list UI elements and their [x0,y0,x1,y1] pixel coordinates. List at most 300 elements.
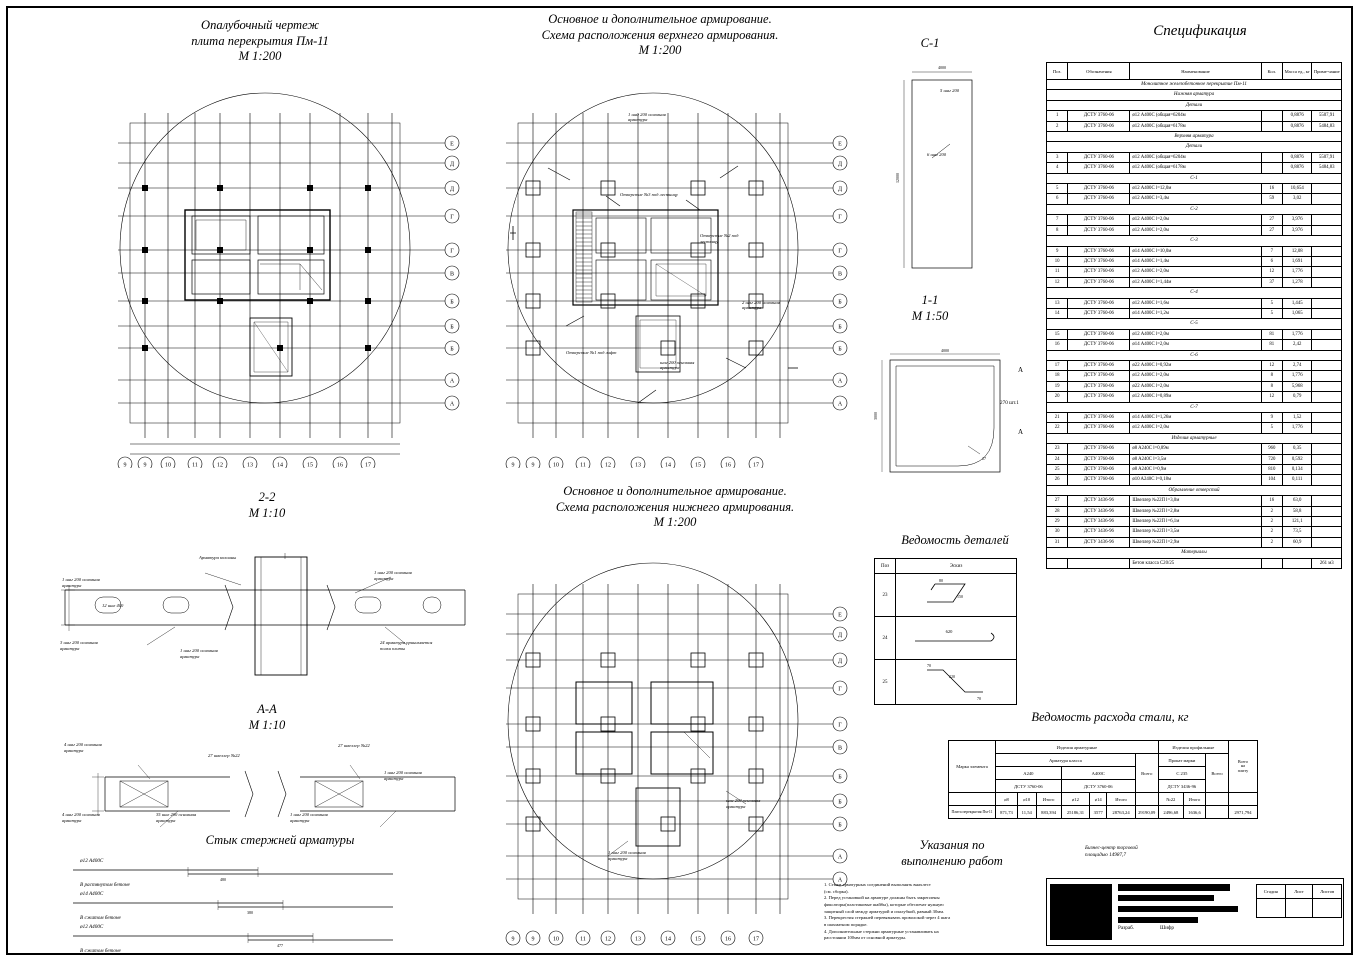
svg-text:В: В [837,271,843,278]
spec-row [1047,163,1342,173]
steel-row-d8: 871,73 [996,806,1018,819]
spec-cell: ДСТУ 3760-06 [1068,184,1130,194]
spec-cell [1261,111,1282,121]
spec-cell: 10,654 [1282,184,1312,194]
steel-grade: С 235 [1158,767,1205,780]
svg-text:Б: Б [450,299,454,306]
steel-col-marka: Марка элемента [949,741,996,793]
spec-cell: 2 [1261,517,1282,527]
spec-cell: 58,8 [1282,506,1312,516]
spec-cell: ДСТУ 3760-06 [1068,371,1130,381]
svg-text:14: 14 [665,936,671,943]
spec-row [1047,267,1342,277]
svg-text:70: 70 [977,696,981,701]
spec-cell: ДСТУ 3760-06 [1068,277,1130,287]
svg-text:А: А [837,378,843,385]
stamp-sheets-value [1313,899,1342,918]
spec-cell: 16 [1261,184,1282,194]
spec-cell [1312,308,1342,318]
section-2-2-title: 2-2 М 1:10 [248,490,286,520]
svg-text:70: 70 [927,663,931,668]
spec-cell [1312,225,1342,235]
svg-text:Г: Г [450,214,454,221]
stamp-col-values [1257,899,1342,918]
spec-row [1047,111,1342,121]
svg-text:13: 13 [247,462,253,468]
spec-cell: ø14 А400С l=1,4м [1130,256,1261,266]
svg-text:4000: 4000 [938,65,946,70]
spec-row [1047,423,1342,433]
spec-cell: 13 [1047,298,1068,308]
sec22-note-3: Арматура колонны [199,555,237,560]
section-a-a-bubble [1,700,21,720]
svg-text:80: 80 [939,578,943,583]
spec-cell: ø12 А400С l=2,0м [1130,423,1261,433]
svg-text:10: 10 [553,462,559,468]
spec-row [1047,517,1342,527]
spec-section-row [1047,142,1342,152]
spec-row [1047,340,1342,350]
svg-text:480: 480 [220,877,226,882]
spec-section-row [1047,288,1342,298]
svg-text:Д: Д [449,186,455,193]
spec-row [1047,184,1342,194]
spec-cell: 12 [1261,267,1282,277]
svg-text:Б: Б [838,346,842,353]
spec-cell [1047,558,1068,568]
spec-cell [1312,277,1342,287]
spec-cell: 24 [1047,454,1068,464]
title-block-logo [1050,884,1112,940]
spec-col-pos: Поз. [1047,63,1068,80]
svg-text:220: 220 [949,674,955,679]
spec-row [1047,225,1342,235]
spec-cell: 81 [1261,329,1282,339]
spec-cell: 3,02 [1282,194,1312,204]
spec-cell: ДСТУ 3760-06 [1068,381,1130,391]
splice-bar-2: ø14 A400С [80,891,104,897]
spec-section-row [1047,350,1342,360]
splice-cond-1: В растянутом бетоне [80,882,130,888]
secaa-note-3: 27 швеллер №22 [338,743,370,748]
spec-cell: 1,445 [1282,298,1312,308]
spec-cell: ДСТУ 3760-06 [1068,308,1130,318]
spec-cell: ДСТУ 3760-06 [1068,465,1130,475]
spec-section-title: С-1 [1047,173,1342,183]
svg-text:9: 9 [511,936,515,943]
steel-sub-total2 [1206,793,1229,806]
spec-cell [1312,517,1342,527]
note-line: 3. Перекрестия стержней перевязывать проволокой через 4 шага [824,915,951,921]
steel-row-d14: 3577 [1090,806,1107,819]
spec-section-row [1047,173,1342,183]
spec-cell: ДСТУ 3436-96 [1068,496,1130,506]
spec-cell: ø12 А400С l=2,0м [1130,329,1261,339]
steel-head-row-1 [949,741,1258,754]
svg-text:10: 10 [165,462,171,468]
details-sketch-24 [896,617,1017,660]
spec-row [1047,392,1342,402]
spec-cell: 73,5 [1282,527,1312,537]
spec-cell: ДСТУ 3760-06 [1068,256,1130,266]
details-row [875,574,1017,617]
details-pos-24: 24 [875,617,896,660]
svg-text:В: В [449,271,455,278]
spec-cell: 27 [1261,215,1282,225]
spec-row [1047,298,1342,308]
spec-cell: 960 [1261,444,1282,454]
steel-row-it3: 1636,6 [1183,806,1205,819]
specification-table [1046,62,1342,569]
svg-text:27: 27 [982,456,986,461]
spec-cell: Бетон класса С20/25 [1130,558,1261,568]
spec-cell: 2,74 [1282,360,1312,370]
title-block-cols [1256,884,1342,918]
stamp-sheets: Листов [1313,885,1342,899]
c1-title: С-1 [920,36,940,50]
steel-group-prof: Изделия профильные [1158,741,1228,754]
spec-cell: ø22 А400С l=0,92м [1130,360,1261,370]
spec-cell: 27 [1047,496,1068,506]
svg-text:380: 380 [247,910,253,915]
bottom-plan-note-1: 1 шаг 200 основная арматура [608,850,646,861]
svg-text:Е: Е [838,141,842,148]
opening-3-label: Отверстие №3 под лестницу [620,192,678,197]
sec22-note-2: 12 шаг 400 [102,603,124,608]
object-name: Бизнес-центр торговой площадью 14987,7 [1085,845,1138,858]
svg-text:10: 10 [553,936,559,943]
splice-cond-3: В сжатом бетоне [80,948,121,954]
details-pos-25: 25 [875,660,896,705]
opening-1-label: Отверстие №1 под лифт [566,350,617,355]
spec-cell [1312,360,1342,370]
spec-cell: 0,111 [1282,475,1312,485]
spec-row [1047,506,1342,516]
spec-cell: ДСТУ 3760-06 [1068,423,1130,433]
spec-row [1047,277,1342,287]
spec-cell: 1,776 [1282,423,1312,433]
spec-cell: ø22 А400С l=2,0м [1130,381,1261,391]
spec-section-title: С-6 [1047,350,1342,360]
sec22-note-1: 1 шаг 200 основная арматура [62,577,100,588]
details-title: Ведомость деталей [901,533,1009,547]
svg-text:Д: Д [837,632,843,639]
spec-header-row [1047,63,1342,80]
spec-row [1047,465,1342,475]
spec-cell: ø8 A240С l=0,89м [1130,444,1261,454]
spec-cell: 0,79 [1282,392,1312,402]
spec-section-row [1047,485,1342,495]
svg-text:9: 9 [531,462,535,468]
note-line: 1. Стыки арматурных соединений выполнять внахлест [824,882,931,887]
svg-text:15: 15 [695,462,701,468]
svg-text:3000: 3000 [873,412,878,420]
spec-row [1047,413,1342,423]
spec-cell [1312,329,1342,339]
spec-cell: 104 [1261,475,1282,485]
steel-row-total2 [1206,806,1229,819]
spec-cell: 59 [1261,194,1282,204]
spec-cell: 1,065 [1282,308,1312,318]
spec-section-row [1047,433,1342,443]
spec-cell [1312,537,1342,547]
steel-title: Ведомость расхода стали, кг [1031,710,1189,724]
spec-cell: 5507,91 [1312,111,1342,121]
spec-cell: 9 [1261,413,1282,423]
spec-cell: 25 [1047,465,1068,475]
spec-row [1047,444,1342,454]
spec-cell: 810 [1261,465,1282,475]
section-mark-A-bottom: А [1018,428,1024,436]
spec-cell: ø12 А400С (общая=6204м [1130,111,1261,121]
steel-sub-it1: Итого [1036,793,1061,806]
spec-row [1047,454,1342,464]
spec-row [1047,558,1342,568]
spec-cell: 0,8876 [1282,111,1312,121]
spec-cell: 16 [1047,340,1068,350]
details-row [875,617,1017,660]
spec-row [1047,475,1342,485]
spec-cell: 2 [1047,121,1068,131]
formwork-plan [100,68,460,468]
svg-text:15: 15 [307,462,313,468]
spec-cell: 5484,83 [1312,163,1342,173]
sec22-note-5: 3 шаг 200 основная арматура [60,640,98,651]
spec-cell: ø12 А400С l=2,0м [1130,225,1261,235]
stamp-left-col-2: Шифр [1160,925,1174,931]
svg-text:А: А [837,401,843,408]
svg-text:Б: Б [838,774,842,781]
spec-section-title: Детали [1047,100,1342,110]
svg-text:16: 16 [725,936,731,943]
spec-section-row [1047,319,1342,329]
spec-cell: 8 [1047,225,1068,235]
svg-text:Е: Е [838,612,842,619]
steel-total-arm: Всего [1135,754,1158,793]
spec-cell: ДСТУ 3760-06 [1068,340,1130,350]
steel-row-d12: 25186,31 [1061,806,1089,819]
steel-cls-head: Арматура класса [996,754,1136,767]
spec-section-row [1047,548,1342,558]
instructions-text [824,882,1039,942]
secaa-note-6: 35 шаг 200 основная арматура [156,812,197,823]
svg-text:16: 16 [725,462,731,468]
steel-sub-n22: №22 [1158,793,1183,806]
svg-text:9: 9 [143,462,147,468]
spec-cell: 12 [1261,392,1282,402]
details-sketch-23 [896,574,1017,617]
section-1-1-dim: 270 шт.1 [1000,400,1019,406]
spec-cell: 30 [1047,527,1068,537]
title-block-note [1118,928,1248,934]
spec-cell: Швеллер №22П l=3,0м [1130,496,1261,506]
svg-text:14: 14 [665,462,671,468]
spec-cell: 8 [1261,371,1282,381]
bottom-reinforcement-plan [488,536,848,946]
svg-text:14: 14 [277,462,283,468]
note-line: в шахматном порядке. [824,921,868,927]
spec-col-note: Приме-чание [1312,63,1342,80]
spec-cell: 3,976 [1282,215,1312,225]
steel-col-total-plate: Всего на плиту [1229,741,1258,793]
spec-cell: ø12 А400С l=1,6м [1130,298,1261,308]
spec-cell: ДСТУ 3760-06 [1068,246,1130,256]
spec-cell: 19 [1047,381,1068,391]
spec-row [1047,537,1342,547]
spec-cell: ø14 А400С l=10,0м [1130,246,1261,256]
spec-cell [1312,267,1342,277]
svg-text:9: 9 [123,462,127,468]
spec-cell: 1,52 [1282,413,1312,423]
stamp-left-col-1: Разраб. [1118,925,1135,931]
steel-group-arm: Изделия арматурные [996,741,1159,754]
svg-text:Д: Д [837,658,843,665]
spec-cell: ДСТУ 3760-06 [1068,121,1130,131]
spec-cell [1312,381,1342,391]
spec-cell: ДСТУ 3760-06 [1068,267,1130,277]
top-reinforcement-title: Основное и дополнительное армирование. Схема расположения верхнего армирования. М 1:200 [541,12,779,58]
spec-cell: ø12 А400С (общая=6178м [1130,163,1261,173]
spec-cell: ø8 A240С l=0,9м [1130,465,1261,475]
spec-row [1047,152,1342,162]
spec-cell: 3 [1047,152,1068,162]
steel-std-prof: ДСТУ 3436-96 [1158,780,1205,793]
steel-sub-marka [949,793,996,806]
spec-cell [1312,413,1342,423]
spec-cell: Швеллер №22П l=2,9м [1130,537,1261,547]
spec-cell: ДСТУ 3760-06 [1068,152,1130,162]
spec-cell [1312,392,1342,402]
spec-cell [1312,454,1342,464]
c1-detail [872,58,1002,298]
spec-cell: 14 [1047,308,1068,318]
steel-row-n22: 2496,68 [1158,806,1183,819]
spec-cell: ДСТУ 3436-96 [1068,537,1130,547]
steel-row-it2: 28763,24 [1107,806,1135,819]
secaa-note-2: 27 швеллер №22 [208,753,240,758]
steel-sub-it2: Итого [1107,793,1135,806]
spec-cell [1312,475,1342,485]
spec-cell [1312,298,1342,308]
spec-cell [1312,194,1342,204]
spec-cell: 5484,83 [1312,121,1342,131]
spec-cell: 5 [1261,308,1282,318]
spec-cell: 12,08 [1282,246,1312,256]
spec-cell: 26 [1047,475,1068,485]
spec-cell: 31 [1047,537,1068,547]
stamp-sheet: Лист [1285,885,1313,899]
steel-sub-d14: ø14 [1090,793,1107,806]
spec-section-title: С-3 [1047,236,1342,246]
svg-text:13: 13 [635,462,641,468]
spec-section-row [1047,132,1342,142]
spec-cell: ДСТУ 3760-06 [1068,454,1130,464]
spec-cell: 16 [1261,496,1282,506]
spec-section-title: Монолитное железобетонное перекрытие Пм-11 [1047,80,1342,90]
spec-cell [1312,371,1342,381]
spec-cell [1312,340,1342,350]
spec-section-row [1047,90,1342,100]
spec-cell: ДСТУ 3760-06 [1068,444,1130,454]
bottom-reinforcement-title: Основное и дополнительное армирование. Схема расположения нижнего армирования. М 1:200 [555,484,795,530]
steel-row-total3: 2971,794 [1229,806,1258,819]
spec-cell [1312,496,1342,506]
sec22-note-4: 1 шаг 200 основная арматура [374,570,412,581]
svg-text:А: А [837,854,843,861]
steel-row-total1: 29190,09 [1135,806,1158,819]
stamp-stage: Стадия [1257,885,1286,899]
spec-cell: ø12 А400С l=0,89м [1130,392,1261,402]
spec-section-title: Изделия арматурные [1047,433,1342,443]
spec-cell: 2 [1261,537,1282,547]
note-line: защитный слой между арматурой и опалубкой, равный 30мм. [824,908,945,914]
spec-cell: 22 [1047,423,1068,433]
top-bar-note-2: 2 шаг 200 основная арматура [742,300,780,310]
top-bar-note-3: шаг 200 основная арматура [660,360,695,370]
details-table-grid [874,558,1017,705]
svg-text:12: 12 [217,462,223,468]
spec-cell: ø12 А400С l=3,4м [1130,194,1261,204]
spec-cell: 3,976 [1282,225,1312,235]
svg-text:В: В [837,745,843,752]
svg-text:А: А [449,401,455,408]
svg-text:15: 15 [695,936,701,943]
spec-cell: 6 [1047,194,1068,204]
bottom-plan-note-2: шаг 200 основная арматура [726,798,761,809]
svg-text:9: 9 [511,462,515,468]
details-row [875,660,1017,705]
steel-sub-it3: Итого [1183,793,1205,806]
steel-class-a400: A400С [1061,767,1135,780]
spec-cell: 37 [1261,277,1282,287]
svg-text:17: 17 [753,936,759,943]
section-2-2-detail [55,545,475,685]
spec-cell: 1,691 [1282,256,1312,266]
spec-title: Спецификация [1153,23,1247,39]
spec-cell: 27 [1261,225,1282,235]
svg-text:11: 11 [580,936,586,943]
spec-cell [1068,558,1130,568]
spec-cell [1312,256,1342,266]
secaa-note-1: 4 шаг 200 основная арматура [64,742,102,753]
spec-cell [1312,506,1342,516]
title-block-cols-grid [1256,884,1342,918]
note-line: 2. Перед установкой на арматуре должны быть закреплены [824,895,940,901]
spec-cell: 5,968 [1282,381,1312,391]
section-mark-A-top: А [1018,366,1024,374]
spec-section-row [1047,80,1342,90]
spec-row [1047,308,1342,318]
spec-section-row [1047,236,1342,246]
spec-cell: ø12 А400С l=1,44м [1130,277,1261,287]
note-line: расстоянии 100мм от основной арматуры. [824,935,907,941]
note-line: (см. сборка). [824,888,849,894]
top-bar-note-1: 1 шаг 200 основная арматура [628,112,666,122]
details-sketch-25 [896,660,1017,705]
spec-cell [1312,444,1342,454]
spec-cell: 0,8876 [1282,152,1312,162]
svg-text:12: 12 [605,462,611,468]
spec-section-title: Нижняя арматура [1047,90,1342,100]
splice-detail [68,858,408,954]
spec-cell: 28 [1047,506,1068,516]
sec22-note-6: 24 арматура принимается полки плиты [380,640,433,651]
spec-cell: 2 [1261,506,1282,516]
spec-cell: ø12 А400С (общая=6204м [1130,152,1261,162]
note-line: 4. Дополнительные стержни арматурные устанавливать на [824,928,939,934]
section-a-a-title: А-А М 1:10 [248,702,286,732]
spec-col-qty: Кол. [1261,63,1282,80]
